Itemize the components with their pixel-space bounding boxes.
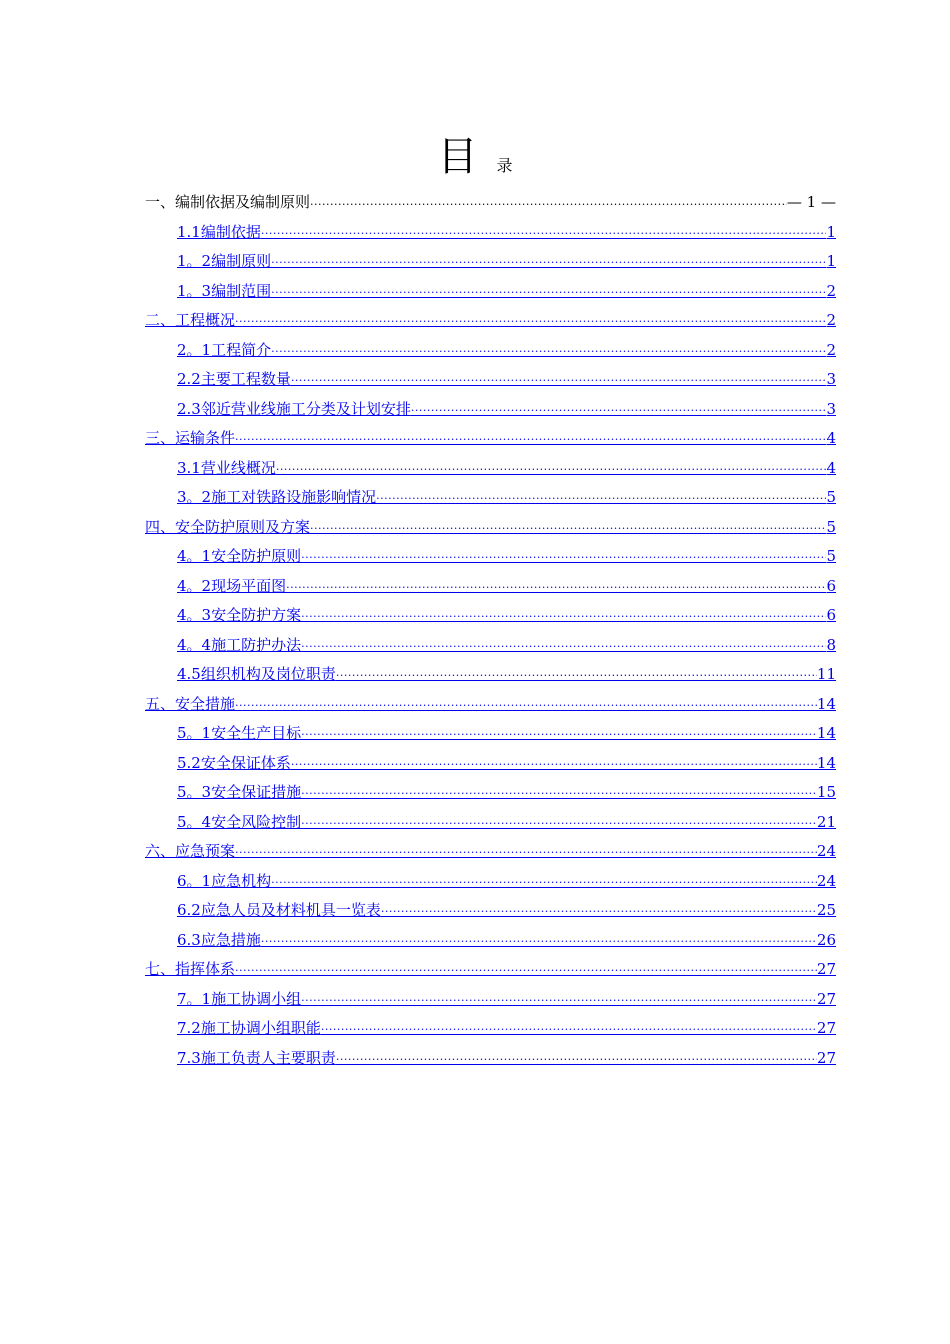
toc-dot-leader bbox=[301, 991, 817, 1006]
toc-entry-label: 一、编制依据及编制原则 bbox=[145, 193, 311, 211]
toc-entry-label: 五、安全措施 bbox=[145, 694, 236, 713]
toc-entry-label: 二、工程概况 bbox=[145, 311, 236, 329]
toc-entry-label: 4。1安全防护原则 bbox=[177, 547, 302, 565]
toc-dot-leader bbox=[310, 195, 787, 209]
toc-subsection-entry[interactable] bbox=[177, 1044, 836, 1068]
toc-entry-page-number: 27 bbox=[816, 989, 836, 1008]
toc-subsection-entry[interactable] bbox=[177, 778, 836, 802]
toc-section-entry[interactable] bbox=[145, 955, 836, 979]
toc-entry-page-number: 3 bbox=[826, 370, 836, 388]
toc-entry-page-number: 26 bbox=[816, 930, 836, 949]
toc-entry-page-number: — 1 — bbox=[786, 193, 836, 211]
toc-dot-leader bbox=[235, 696, 817, 711]
toc-dot-leader bbox=[301, 784, 817, 799]
toc-entry-page-number: 27 bbox=[816, 1048, 836, 1067]
toc-entry-page-number: 5 bbox=[826, 517, 836, 536]
toc-dot-leader bbox=[271, 342, 826, 357]
toc-entry-page-number: 14 bbox=[816, 694, 836, 713]
toc-entry-label: 7.2施工协调小组职能 bbox=[177, 1019, 321, 1037]
toc-entry-page-number: 5 bbox=[826, 547, 836, 565]
toc-entry-page-number: 3 bbox=[826, 399, 836, 418]
toc-entry-label: 6.3应急措施 bbox=[177, 930, 261, 949]
toc-entry-label: 5。1安全生产目标 bbox=[177, 724, 302, 742]
toc-dot-leader bbox=[276, 460, 827, 475]
toc-entry-label: 1.1编制依据 bbox=[177, 222, 261, 241]
toc-subsection-entry[interactable] bbox=[177, 808, 836, 832]
toc-dot-leader bbox=[301, 548, 826, 563]
toc-entry-page-number: 24 bbox=[816, 871, 836, 890]
toc-section-entry[interactable] bbox=[145, 690, 836, 714]
toc-dot-leader bbox=[271, 283, 826, 298]
toc-subsection-entry[interactable] bbox=[177, 867, 836, 891]
toc-subsection-entry[interactable] bbox=[177, 542, 836, 566]
toc-subsection-entry[interactable] bbox=[177, 926, 836, 950]
toc-entry-page-number: 14 bbox=[816, 753, 836, 772]
toc-subsection-entry[interactable] bbox=[177, 483, 836, 507]
toc-dot-leader bbox=[291, 371, 827, 386]
toc-dot-leader bbox=[235, 312, 826, 327]
toc-section-entry bbox=[145, 188, 836, 212]
toc-dot-leader bbox=[321, 1020, 817, 1035]
toc-section-entry[interactable] bbox=[145, 513, 836, 537]
toc-heading-second-char: 录 bbox=[496, 156, 513, 175]
toc-dot-leader bbox=[235, 961, 817, 976]
toc-entry-label: 三、运输条件 bbox=[145, 429, 236, 447]
toc-entry-page-number: 1 bbox=[826, 222, 836, 241]
toc-entry-label: 1。2编制原则 bbox=[177, 252, 272, 270]
toc-entry-label: 2.3邻近营业线施工分类及计划安排 bbox=[177, 399, 411, 418]
toc-dot-leader bbox=[411, 401, 827, 416]
toc-dot-leader bbox=[261, 932, 817, 947]
toc-entry-label: 4。3安全防护方案 bbox=[177, 606, 302, 624]
toc-dot-leader bbox=[376, 489, 826, 504]
toc-entry-page-number: 8 bbox=[826, 635, 836, 654]
toc-entry-page-number: 2 bbox=[826, 311, 836, 329]
toc-entry-label: 四、安全防护原则及方案 bbox=[145, 517, 311, 536]
toc-dot-leader bbox=[286, 578, 826, 593]
toc-dot-leader bbox=[261, 224, 827, 239]
toc-subsection-entry[interactable] bbox=[177, 749, 836, 773]
toc-entry-label: 5.2安全保证体系 bbox=[177, 753, 291, 772]
toc-entry-label: 2.2主要工程数量 bbox=[177, 370, 291, 388]
toc-dot-leader bbox=[310, 519, 826, 534]
toc-entry-page-number: 2 bbox=[826, 281, 836, 300]
toc-entry-label: 2。1工程简介 bbox=[177, 340, 272, 359]
toc-subsection-entry[interactable] bbox=[177, 572, 836, 596]
toc-entry-page-number: 2 bbox=[826, 340, 836, 359]
toc-subsection-entry[interactable] bbox=[177, 395, 836, 419]
toc-entry-page-number: 1 bbox=[826, 252, 836, 270]
toc-dot-leader bbox=[336, 666, 817, 681]
toc-entry-label: 5。4安全风险控制 bbox=[177, 812, 302, 831]
toc-entry-page-number: 6 bbox=[826, 576, 836, 595]
toc-subsection-entry[interactable] bbox=[177, 336, 836, 360]
toc-dot-leader bbox=[301, 725, 817, 740]
toc-dot-leader bbox=[291, 755, 817, 770]
toc-entry-label: 七、指挥体系 bbox=[145, 960, 236, 978]
toc-entry-page-number: 11 bbox=[816, 665, 836, 683]
toc-entry-label: 3。2施工对铁路设施影响情况 bbox=[177, 488, 377, 506]
toc-subsection-entry[interactable] bbox=[177, 719, 836, 743]
toc-entry-label: 4。2现场平面图 bbox=[177, 576, 287, 595]
toc-entry-page-number: 4 bbox=[826, 429, 836, 447]
toc-subsection-entry[interactable] bbox=[177, 601, 836, 625]
toc-dot-leader bbox=[235, 843, 817, 858]
toc-entry-page-number: 27 bbox=[816, 960, 836, 978]
toc-section-entry[interactable] bbox=[145, 424, 836, 448]
toc-subsection-entry[interactable] bbox=[177, 218, 836, 242]
toc-dot-leader bbox=[301, 607, 826, 622]
toc-subsection-entry[interactable] bbox=[177, 1014, 836, 1038]
toc-dot-leader bbox=[301, 814, 817, 829]
toc-entry-page-number: 25 bbox=[816, 901, 836, 919]
toc-entry-page-number: 6 bbox=[826, 606, 836, 624]
toc-entry-page-number: 21 bbox=[816, 812, 836, 831]
toc-subsection-entry[interactable] bbox=[177, 631, 836, 655]
toc-entry-label: 6.2应急人员及材料机具一览表 bbox=[177, 901, 381, 919]
toc-section-entry[interactable] bbox=[145, 306, 836, 330]
toc-entry-page-number: 27 bbox=[816, 1019, 836, 1037]
toc-entry-label: 六、应急预案 bbox=[145, 842, 236, 860]
toc-section-entry[interactable] bbox=[145, 837, 836, 861]
toc-entry-page-number: 4 bbox=[826, 458, 836, 477]
toc-entry-label: 4.5组织机构及岗位职责 bbox=[177, 665, 336, 683]
toc-dot-leader bbox=[271, 253, 826, 268]
toc-subsection-entry[interactable] bbox=[177, 247, 836, 271]
toc-subsection-entry[interactable] bbox=[177, 896, 836, 920]
toc-dot-leader bbox=[271, 873, 817, 888]
toc-dot-leader bbox=[336, 1050, 817, 1065]
toc-entry-label: 7。1施工协调小组 bbox=[177, 989, 302, 1008]
toc-subsection-entry[interactable] bbox=[177, 660, 836, 684]
toc-entry-page-number: 15 bbox=[816, 783, 836, 801]
toc-dot-leader bbox=[301, 637, 826, 652]
toc-entry-label: 5。3安全保证措施 bbox=[177, 783, 302, 801]
toc-entry-page-number: 14 bbox=[816, 724, 836, 742]
toc-dot-leader bbox=[235, 430, 826, 445]
toc-subsection-entry[interactable] bbox=[177, 277, 836, 301]
toc-entry-label: 7.3施工负责人主要职责 bbox=[177, 1048, 336, 1067]
toc-subsection-entry[interactable] bbox=[177, 365, 836, 389]
toc-entry-page-number: 24 bbox=[816, 842, 836, 860]
toc-heading bbox=[0, 132, 950, 182]
toc-heading-main-char: 目 bbox=[437, 134, 478, 180]
toc-entry-label: 3.1营业线概况 bbox=[177, 458, 276, 477]
toc-entry-label: 6。1应急机构 bbox=[177, 871, 272, 890]
toc-entry-page-number: 5 bbox=[826, 488, 836, 506]
toc-subsection-entry[interactable] bbox=[177, 454, 836, 478]
toc-dot-leader bbox=[381, 902, 817, 917]
toc-subsection-entry[interactable] bbox=[177, 985, 836, 1009]
toc-entry-label: 1。3编制范围 bbox=[177, 281, 272, 300]
toc-entry-label: 4。4施工防护办法 bbox=[177, 635, 302, 654]
